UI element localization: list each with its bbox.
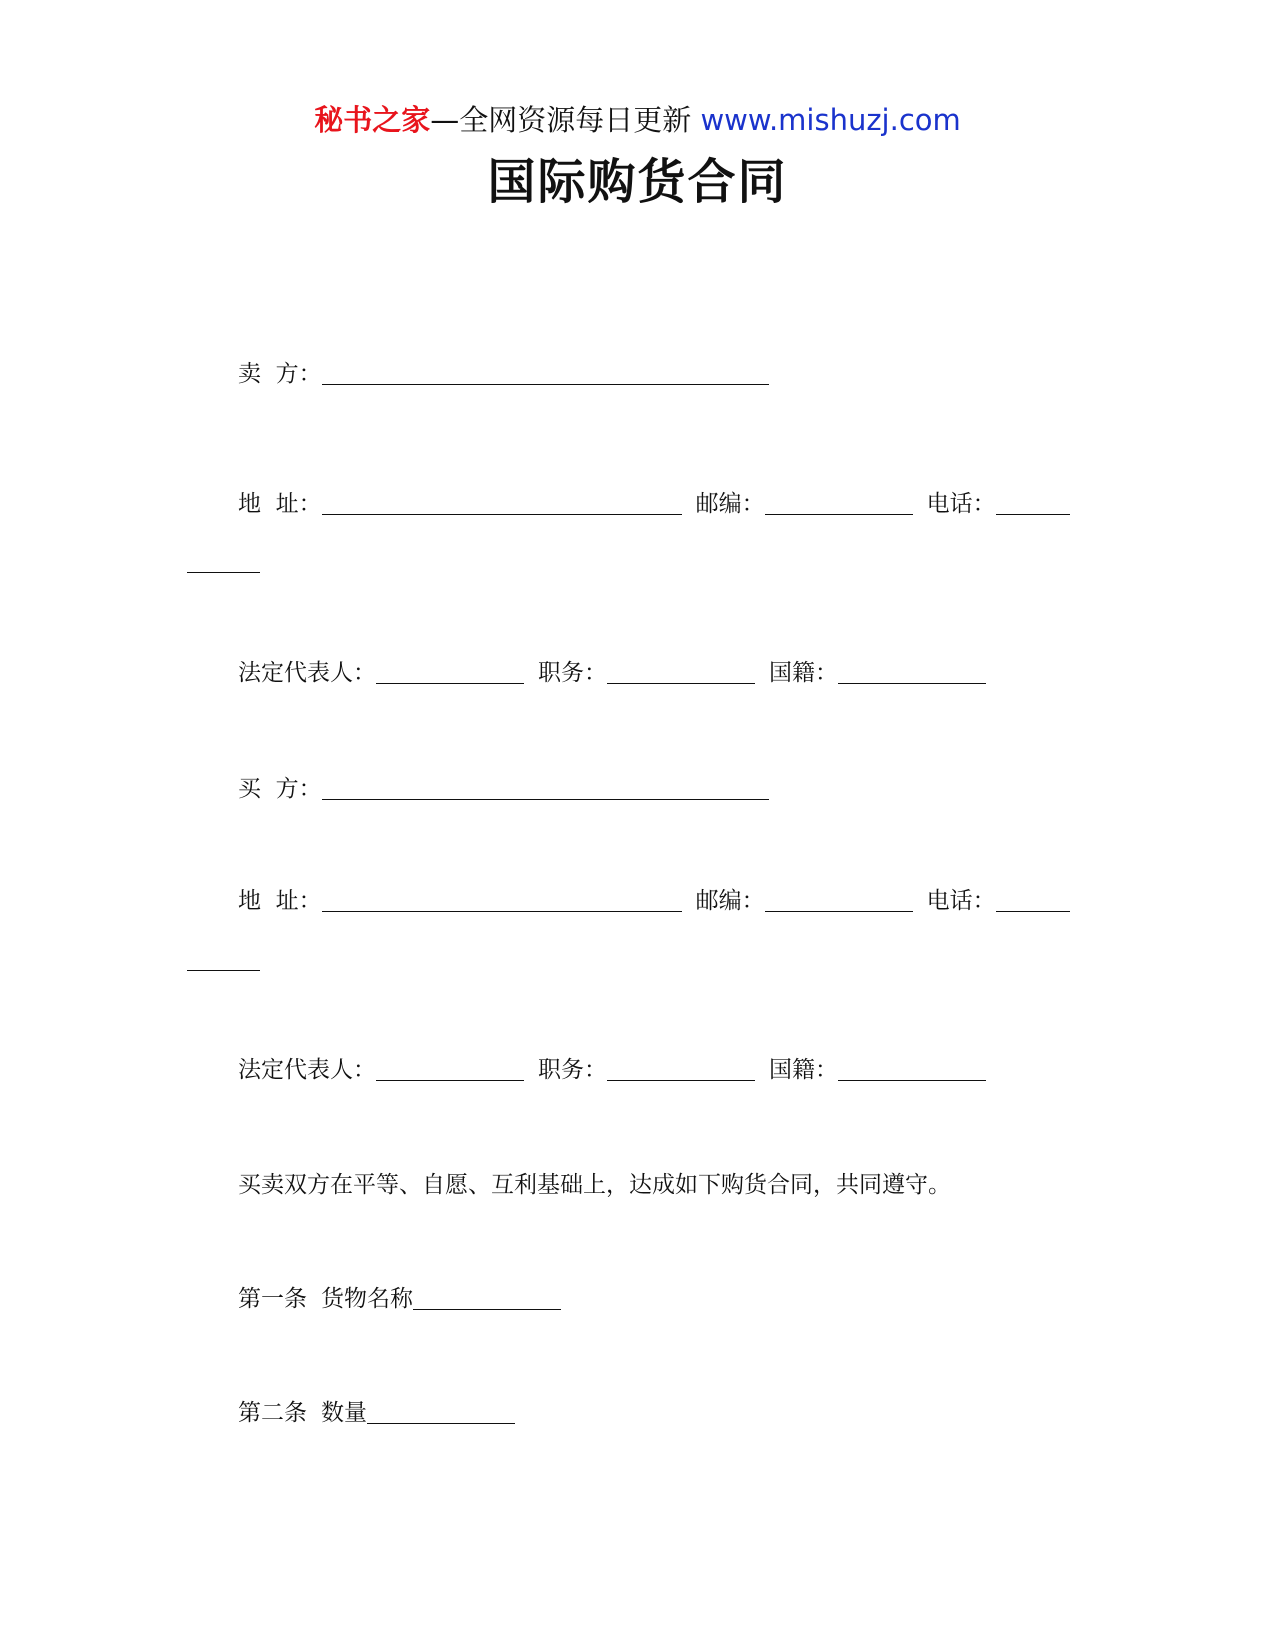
seller-phone-blank-cont[interactable] (187, 550, 260, 573)
seller-position-blank[interactable] (607, 661, 755, 684)
buyer-address-blank[interactable] (322, 889, 682, 912)
seller-name-row (238, 358, 769, 390)
buyer-rep-row (238, 1054, 986, 1086)
seller-nationality-blank[interactable] (838, 661, 986, 684)
seller-name-label: 卖 方： (238, 361, 322, 387)
buyer-nationality-label: 国籍： (769, 1057, 838, 1083)
site-url-link[interactable]: www.mishuzj.com (700, 103, 961, 137)
buyer-postcode-label: 邮编： (695, 888, 765, 914)
document-title: 国际购货合同 (487, 154, 788, 210)
seller-rep-row (238, 657, 986, 689)
article-1 (238, 1283, 561, 1315)
seller-address-blank[interactable] (322, 492, 682, 515)
buyer-phone-label: 电话： (926, 888, 996, 914)
seller-rep-blank[interactable] (376, 661, 524, 684)
buyer-position-label: 职务： (538, 1057, 607, 1083)
article-2 (238, 1397, 515, 1429)
article-1-number: 第一条 (238, 1286, 307, 1312)
buyer-phone-blank[interactable] (996, 889, 1070, 912)
intro-paragraph (238, 1169, 951, 1201)
article-1-name: 货物名称 (321, 1286, 413, 1312)
buyer-name-row (238, 773, 769, 805)
seller-phone-label: 电话： (926, 491, 996, 517)
seller-nationality-label: 国籍： (769, 660, 838, 686)
seller-address-label: 地 址： (238, 491, 322, 517)
seller-phone-continuation (187, 550, 260, 587)
buyer-phone-blank-cont[interactable] (187, 948, 260, 971)
seller-phone-blank[interactable] (996, 492, 1070, 515)
buyer-phone-continuation (187, 948, 260, 985)
seller-rep-label: 法定代表人： (238, 660, 376, 686)
seller-name-blank[interactable] (322, 362, 769, 385)
buyer-postcode-blank[interactable] (765, 889, 913, 912)
banner-slogan: —全网资源每日更新 (430, 103, 701, 137)
buyer-position-blank[interactable] (607, 1058, 755, 1081)
seller-address-row (238, 488, 1070, 520)
site-banner (0, 100, 1275, 140)
buyer-rep-blank[interactable] (376, 1058, 524, 1081)
brand-name: 秘书之家 (314, 103, 431, 137)
article-1-blank[interactable] (413, 1287, 561, 1310)
article-2-name: 数量 (321, 1400, 367, 1426)
buyer-address-row (238, 885, 1070, 917)
buyer-rep-label: 法定代表人： (238, 1057, 376, 1083)
article-2-number: 第二条 (238, 1400, 307, 1426)
article-2-blank[interactable] (367, 1401, 515, 1424)
intro-text: 买卖双方在平等、自愿、互利基础上，达成如下购货合同，共同遵守。 (238, 1172, 951, 1198)
buyer-name-blank[interactable] (322, 777, 769, 800)
seller-position-label: 职务： (538, 660, 607, 686)
buyer-nationality-blank[interactable] (838, 1058, 986, 1081)
seller-postcode-blank[interactable] (765, 492, 913, 515)
seller-postcode-label: 邮编： (695, 491, 765, 517)
buyer-name-label: 买 方： (238, 776, 322, 802)
buyer-address-label: 地 址： (238, 888, 322, 914)
